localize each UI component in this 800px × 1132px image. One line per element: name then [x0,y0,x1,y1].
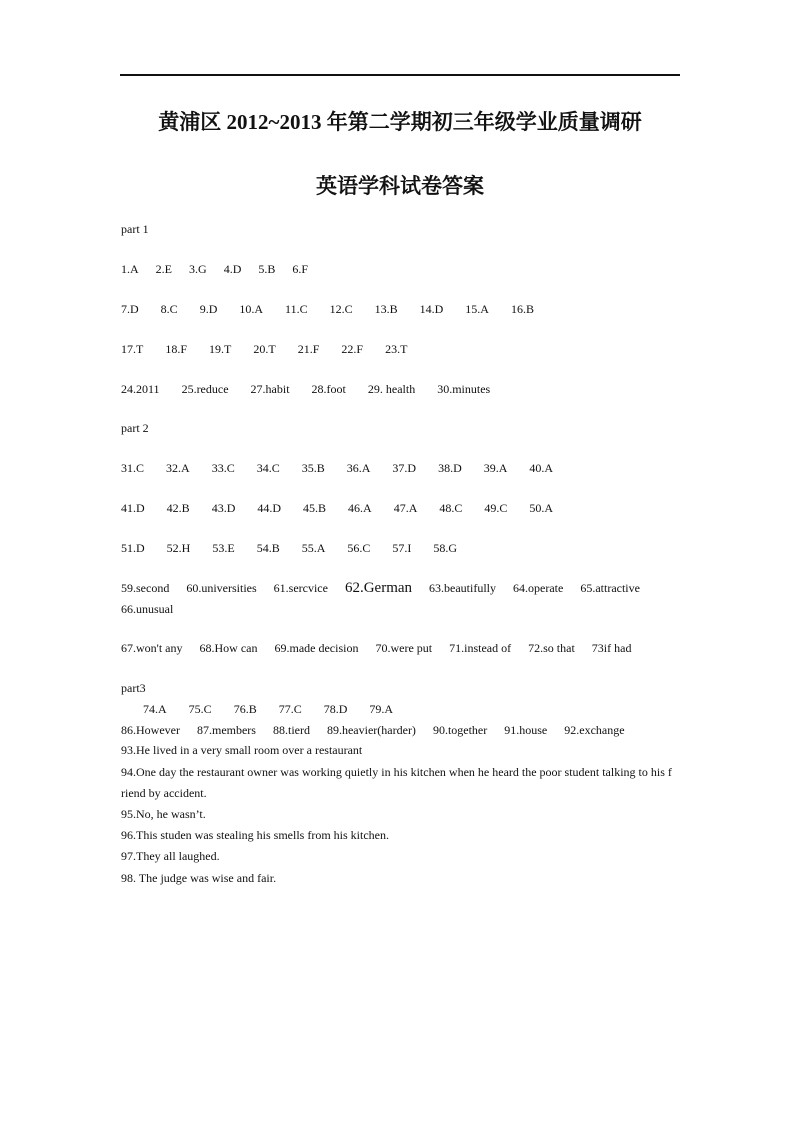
answer-item: 52.H [166,541,191,555]
answer-93: 93.He lived in a very small room over a restaurant [121,743,363,757]
answer-item: 41.D [121,501,145,515]
answer-item: 14.D [419,302,444,316]
answer-item: 24.2011 [121,382,160,396]
answer-item: 34.C [256,461,280,475]
answer-95: 95.No, he wasn’t. [121,807,206,821]
answer-row-5 [121,461,575,476]
answer-item: 72.so that [528,641,575,655]
answer-item: 88.tierd [272,723,310,737]
answer-98: 98. The judge was wise and fair. [121,871,277,885]
answer-item: 50.A [529,501,554,515]
answer-item: 68.How can [199,641,258,655]
answer-item: 87.members [196,723,256,737]
answer-item: 65.attractive [580,581,640,595]
answer-item: 55.A [301,541,326,555]
answer-row-8b: 66.unusual [121,602,174,616]
answer-item: 12.C [329,302,353,316]
answer-item: 13.B [374,302,398,316]
answer-item: 10.A [239,302,264,316]
answer-item: 90.together [432,723,488,737]
answer-item: 75.C [188,702,212,716]
answer-94: 94.One day the restaurant owner was working quietly in his kitchen when he heard the poor student talking to his f riend by accident. [121,765,672,800]
answer-item: 1.A [121,262,139,276]
document-subtitle: 英语学科试卷答案 [316,174,484,198]
answer-item: 70.were put [375,641,433,655]
answer-item: 19.T [209,342,232,356]
answer-item: 63.beautifully [429,581,497,595]
answer-item: 47.A [393,501,418,515]
part1-label: part 1 [121,222,149,236]
answer-item: 64.operate [513,581,564,595]
answer-item: 3.G [189,262,207,276]
answer-item: 51.D [121,541,145,555]
answer-item: 78.D [323,702,348,716]
answer-row-6 [121,501,575,516]
answer-item: 73if had [591,641,632,655]
answer-item: 53.E [212,541,235,555]
answer-row-10 [143,702,415,717]
answer-row-1 [121,262,325,277]
answer-item: 69.made decision [274,641,359,655]
answer-item: 7.D [121,302,139,316]
answer-item: 29. health [367,382,416,396]
answer-item: 92.exchange [564,723,625,737]
answer-item: 37.D [392,461,417,475]
answer-97: 97.They all laughed. [121,849,220,863]
answer-item: 33.C [211,461,235,475]
answer-item: 89.heavier(harder) [326,723,416,737]
top-rule [120,74,680,76]
answer-item: 76.B [233,702,257,716]
answer-item: 56.C [347,541,371,555]
answer-item: 74.A [143,702,167,716]
answer-item: 40.A [529,461,554,475]
answer-item: 23.T [385,342,408,356]
answer-item: 32.A [166,461,190,475]
answer-item: 71.instead of [449,641,512,655]
answer-item: 67.won't any [121,641,183,655]
answer-item: 8.C [160,302,178,316]
answer-item: 59.second [121,581,170,595]
answer-item: 62.German [344,580,413,596]
answer-item: 79.A [369,702,394,716]
answer-item: 77.C [278,702,302,716]
answer-item: 11.C [285,302,308,316]
answer-item: 21.F [297,342,320,356]
answer-item: 61.sercvice [273,581,328,595]
answer-item: 16.B [510,302,534,316]
answer-item: 54.B [256,541,280,555]
answer-item: 4.D [223,262,242,276]
answer-item: 57.I [392,541,412,555]
answer-item: 15.A [465,302,489,316]
answer-item: 58.G [433,541,458,555]
answer-item: 18.F [165,342,188,356]
answer-item: 30.minutes [437,382,491,396]
part3-label: part3 [121,681,146,695]
answer-row-9 [121,641,648,656]
answer-item: 35.B [301,461,325,475]
answer-row-3 [121,342,429,357]
answer-row-4 [121,382,512,397]
document-title: 黄浦区 2012~2013 年第二学期初三年级学业质量调研 [158,110,642,134]
answer-item: 9.D [199,302,218,316]
answer-item: 45.B [303,501,327,515]
answer-item: 27.habit [250,382,290,396]
answer-item: 43.D [211,501,236,515]
answer-96: 96.This studen was stealing his smells from his kitchen. [121,828,389,842]
answer-row-11 [121,723,642,738]
answer-row-8 [121,580,657,597]
answer-item: 46.A [348,501,372,515]
answer-row-2 [121,302,556,317]
answer-item: 31.C [121,461,145,475]
answer-item: 28.foot [311,382,346,396]
answer-item: 60.universities [186,581,257,595]
answer-item: 39.A [483,461,508,475]
answer-item: 22.F [341,342,364,356]
answer-item: 17.T [121,342,144,356]
answer-item: 48.C [439,501,463,515]
answer-item: 6.F [292,262,309,276]
answer-item: 86.However [121,723,180,737]
answer-item: 38.D [438,461,462,475]
answer-row-7 [121,541,479,556]
answer-item: 2.E [155,262,173,276]
answer-item: 49.C [484,501,508,515]
answer-item: 20.T [253,342,276,356]
answer-item: 25.reduce [181,382,229,396]
part2-label: part 2 [121,421,149,435]
answer-item: 44.D [257,501,282,515]
answer-item: 5.B [258,262,276,276]
answer-item: 91.house [504,723,548,737]
answer-item: 36.A [346,461,371,475]
answer-item: 42.B [166,501,190,515]
